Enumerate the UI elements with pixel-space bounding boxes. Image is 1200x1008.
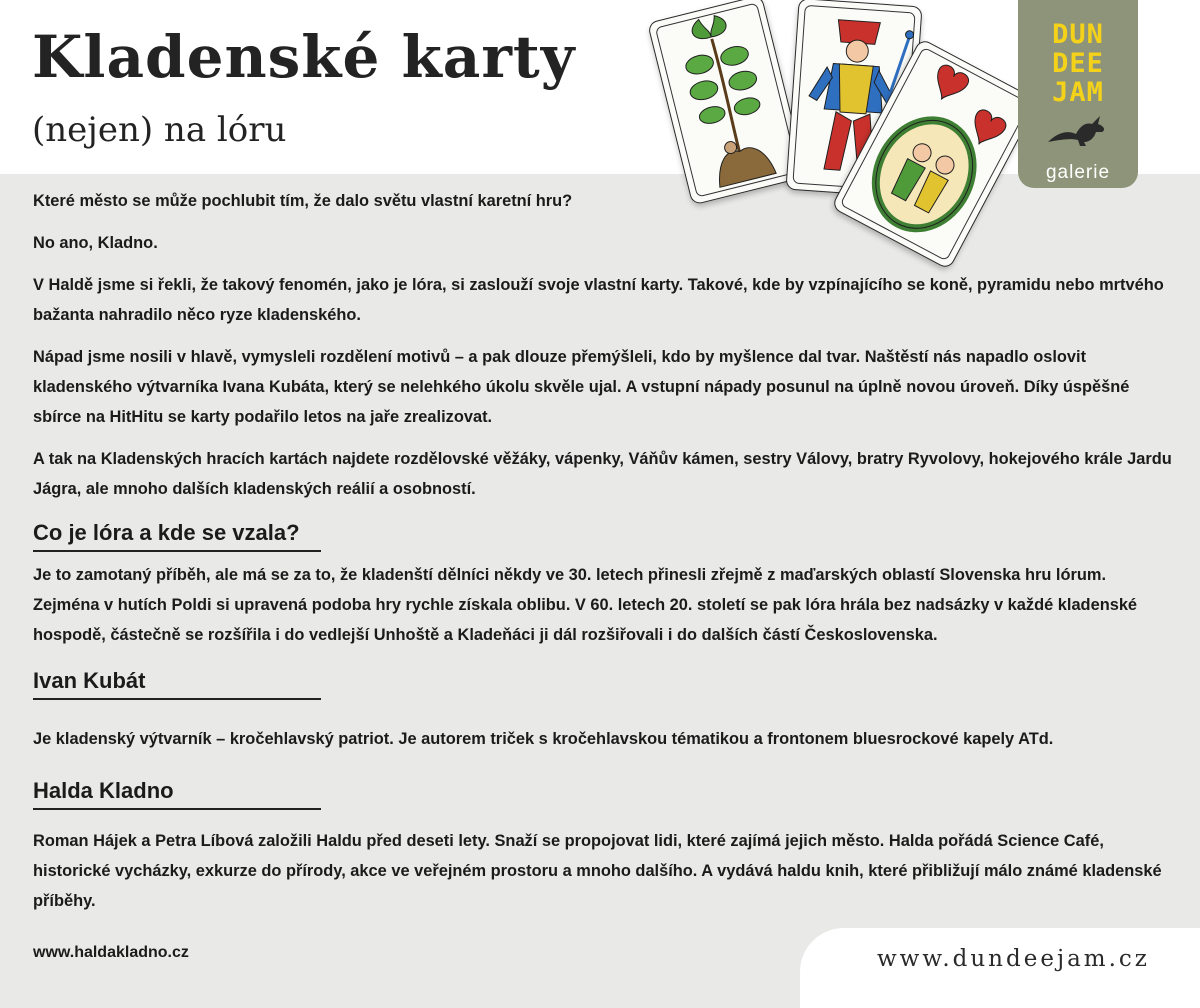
logo-line-3: JAM — [1052, 77, 1104, 108]
section-text-lora: Je to zamotaný příběh, ale má se za to, že kladenští dělníci někdy ve 30. letech přinesli zřejmě z maďarských oblastí Slovenska hru lórum. Zejména v hutích Poldi si upravená podoba hry rychle získala oblibu. V 60. letech 20. století se pak lóra hrála bez nadsázky v každé kladenské hospodě, částečně se rozšířila i do vedlejší Unhoště a Kladeňáci ji dál rozšiřovali i do dalších částí Československa. — [33, 566, 1138, 644]
section-heading-kubat: Ivan Kubát — [33, 666, 321, 700]
kangaroo-icon — [1042, 108, 1114, 148]
section-heading-halda: Halda Kladno — [33, 776, 321, 810]
intro-paragraph-4: Nápad jsme nosili v hlavě, vymysleli rozdělení motivů – a pak dlouze přemýšleli, kdo by myšlence dal tvar. Naštěstí nás napadlo oslovit kladenského výtvarníka Ivana Kubáta, který se nelehkého úkolu skvěle ujal. A vstupní nápady posunul na úplně novou úroveň. Díky úspěšné sbírce na HitHitu se karty podařilo letos na jaře zrealizovat. — [33, 348, 1130, 426]
intro-paragraph-5: A tak na Kladenských hracích kartách najdete rozdělovské věžáky, vápenky, Váňův kámen, sestry Válovy, bratry Ryvolovy, hokejového krále Jardu Jágra, ale mnoho dalších kladenských reálií a osobností. — [33, 450, 1172, 498]
logo-subtitle: galerie — [1045, 162, 1111, 183]
section-text-halda: Roman Hájek a Petra Líbová založili Haldu před deseti lety. Snaží se propojovat lidi, které zajímá jejich město. Halda pořádá Science Café, historické vycházky, exkurze do přírody, akce ve veřejném prostoru a mnoho dalšího. A vydává haldu knih, které přibližují málo známé kladenské příběhy. — [33, 832, 1162, 910]
page-title: Kladenské karty — [32, 23, 576, 91]
logo-line-1: DUN — [1052, 19, 1104, 50]
page-subtitle: (nejen) na lóru — [32, 110, 287, 150]
main-content — [33, 186, 1173, 928]
intro-paragraph-3: V Haldě jsme si řekli, že takový fenomén, jako je lóra, si zaslouží svoje vlastní karty. Takové, kde by vzpínajícího se koně, pyramidu nebo mrtvého bažanta nahradilo něco ryze kladenského. — [33, 276, 1164, 324]
logo-line-2: DEE — [1052, 48, 1104, 79]
section-heading-lora: Co je lóra a kde se vzala? — [33, 518, 321, 552]
section-text-kubat: Je kladenský výtvarník – kročehlavský patriot. Je autorem triček s kročehlavskou tématikou a frontonem bluesrockové kapely ATd. — [33, 730, 1054, 748]
intro-paragraph-1: Které město se může pochlubit tím, že dalo světu vlastní karetní hru? — [33, 192, 573, 210]
intro-paragraph-2: No ano, Kladno. — [33, 234, 158, 252]
dundeejam-logo — [1018, 0, 1138, 188]
gallery-website-link[interactable]: www.dundeejam.cz — [877, 946, 1150, 972]
halda-website-link[interactable]: www.haldakladno.cz — [33, 944, 189, 961]
